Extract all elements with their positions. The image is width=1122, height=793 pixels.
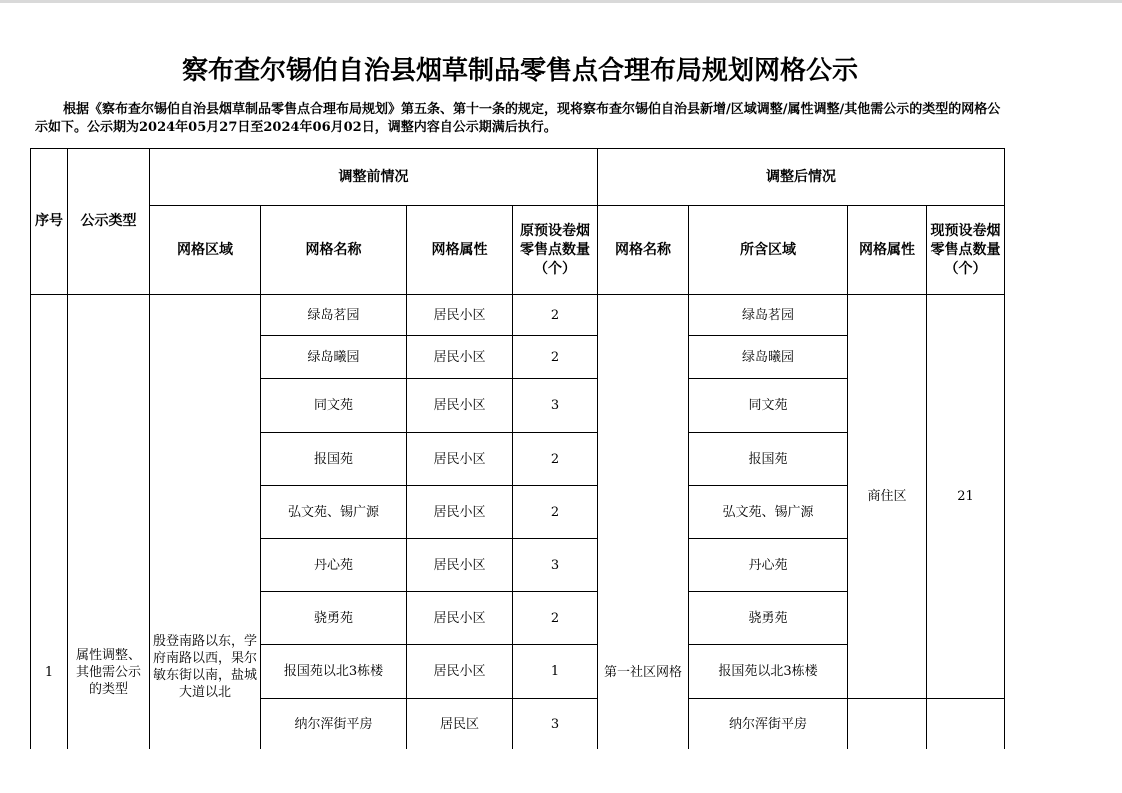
header-type: 公示类型 bbox=[68, 149, 150, 295]
header-grid-name-after: 网格名称 bbox=[598, 206, 689, 295]
header-after: 调整后情况 bbox=[598, 149, 1005, 206]
contained-area-cell: 绿岛茗园 bbox=[689, 295, 848, 336]
header-orig-count: 原预设卷烟零售点数量（个） bbox=[513, 206, 598, 295]
grid-name-before-cell: 绿岛曦园 bbox=[261, 336, 407, 379]
contained-area-cell: 弘文苑、锡广源 bbox=[689, 486, 848, 539]
grid-name-before-cell: 报国苑 bbox=[261, 433, 407, 486]
grid-name-before-cell: 骁勇苑 bbox=[261, 592, 407, 645]
contained-area-cell: 绿岛曦园 bbox=[689, 336, 848, 379]
grid-attr-before-cell: 居民小区 bbox=[407, 433, 513, 486]
orig-count-cell: 2 bbox=[513, 295, 598, 336]
orig-count-cell: 3 bbox=[513, 539, 598, 592]
grid-attr-before-cell: 居民小区 bbox=[407, 539, 513, 592]
new-count-cell: 21 bbox=[927, 295, 1005, 699]
contained-area-cell: 报国苑以北3栋楼 bbox=[689, 645, 848, 699]
contained-area-cell: 骁勇苑 bbox=[689, 592, 848, 645]
contained-area-cell: 同文苑 bbox=[689, 379, 848, 433]
grid-attr-before-cell: 居民小区 bbox=[407, 486, 513, 539]
grid-attr-before-cell: 居民小区 bbox=[407, 645, 513, 699]
type-cell: 属性调整、其他需公示的类型 bbox=[68, 295, 150, 750]
contained-area-cell: 报国苑 bbox=[689, 433, 848, 486]
grid-name-before-cell: 报国苑以北3栋楼 bbox=[261, 645, 407, 699]
header-contained-area: 所含区域 bbox=[689, 206, 848, 295]
grid-name-before-cell: 纳尔浑街平房 bbox=[261, 699, 407, 750]
grid-attr-after-cell: 商住区 bbox=[848, 295, 927, 699]
header-grid-name-before: 网格名称 bbox=[261, 206, 407, 295]
contained-area-cell: 丹心苑 bbox=[689, 539, 848, 592]
page-top-rule bbox=[0, 0, 1122, 3]
grid-name-after-cell: 第一社区网格 bbox=[598, 295, 689, 750]
page-title: 察布查尔锡伯自治县烟草制品零售点合理布局规划网格公示 bbox=[181, 56, 858, 86]
orig-count-cell: 1 bbox=[513, 645, 598, 699]
table-row bbox=[31, 295, 1005, 336]
intro-paragraph: 根据《察布查尔锡伯自治县烟草制品零售点合理布局规划》第五条、第十一条的规定，现将察布查尔锡伯自治县新增/区域调整/属性调整/其他需公示的类型的网格公示如下。公示期为2024年05月27日至2024年06月02日，调整内容自公示期满后执行。 bbox=[35, 102, 1001, 135]
grid-name-before-cell: 同文苑 bbox=[261, 379, 407, 433]
grid-table bbox=[30, 148, 1005, 749]
grid-attr-before-cell: 居民小区 bbox=[407, 592, 513, 645]
grid-name-before-cell: 绿岛茗园 bbox=[261, 295, 407, 336]
orig-count-cell: 2 bbox=[513, 486, 598, 539]
contained-area-cell: 纳尔浑街平房 bbox=[689, 699, 848, 750]
seq-cell: 1 bbox=[31, 295, 68, 750]
grid-name-before-cell: 弘文苑、锡广源 bbox=[261, 486, 407, 539]
grid-attr-before-cell: 居民小区 bbox=[407, 336, 513, 379]
grid-attr-before-cell: 居民小区 bbox=[407, 379, 513, 433]
header-grid-area: 网格区域 bbox=[150, 206, 261, 295]
header-grid-attr-before: 网格属性 bbox=[407, 206, 513, 295]
grid-attr-before-cell: 居民小区 bbox=[407, 295, 513, 336]
grid-attr-before-cell: 居民区 bbox=[407, 699, 513, 750]
orig-count-cell: 2 bbox=[513, 336, 598, 379]
orig-count-cell: 3 bbox=[513, 699, 598, 750]
header-before: 调整前情况 bbox=[150, 149, 598, 206]
header-new-count: 现预设卷烟零售点数量（个） bbox=[927, 206, 1005, 295]
orig-count-cell: 2 bbox=[513, 433, 598, 486]
grid-area-cell: 殷登南路以东，学府南路以西，果尔敏东街以南，盐城大道以北 bbox=[150, 295, 261, 750]
header-seq: 序号 bbox=[31, 149, 68, 295]
grid-name-before-cell: 丹心苑 bbox=[261, 539, 407, 592]
new-count-continued-cell bbox=[927, 699, 1005, 750]
grid-attr-after-continued-cell bbox=[848, 699, 927, 750]
orig-count-cell: 2 bbox=[513, 592, 598, 645]
orig-count-cell: 3 bbox=[513, 379, 598, 433]
header-grid-attr-after: 网格属性 bbox=[848, 206, 927, 295]
